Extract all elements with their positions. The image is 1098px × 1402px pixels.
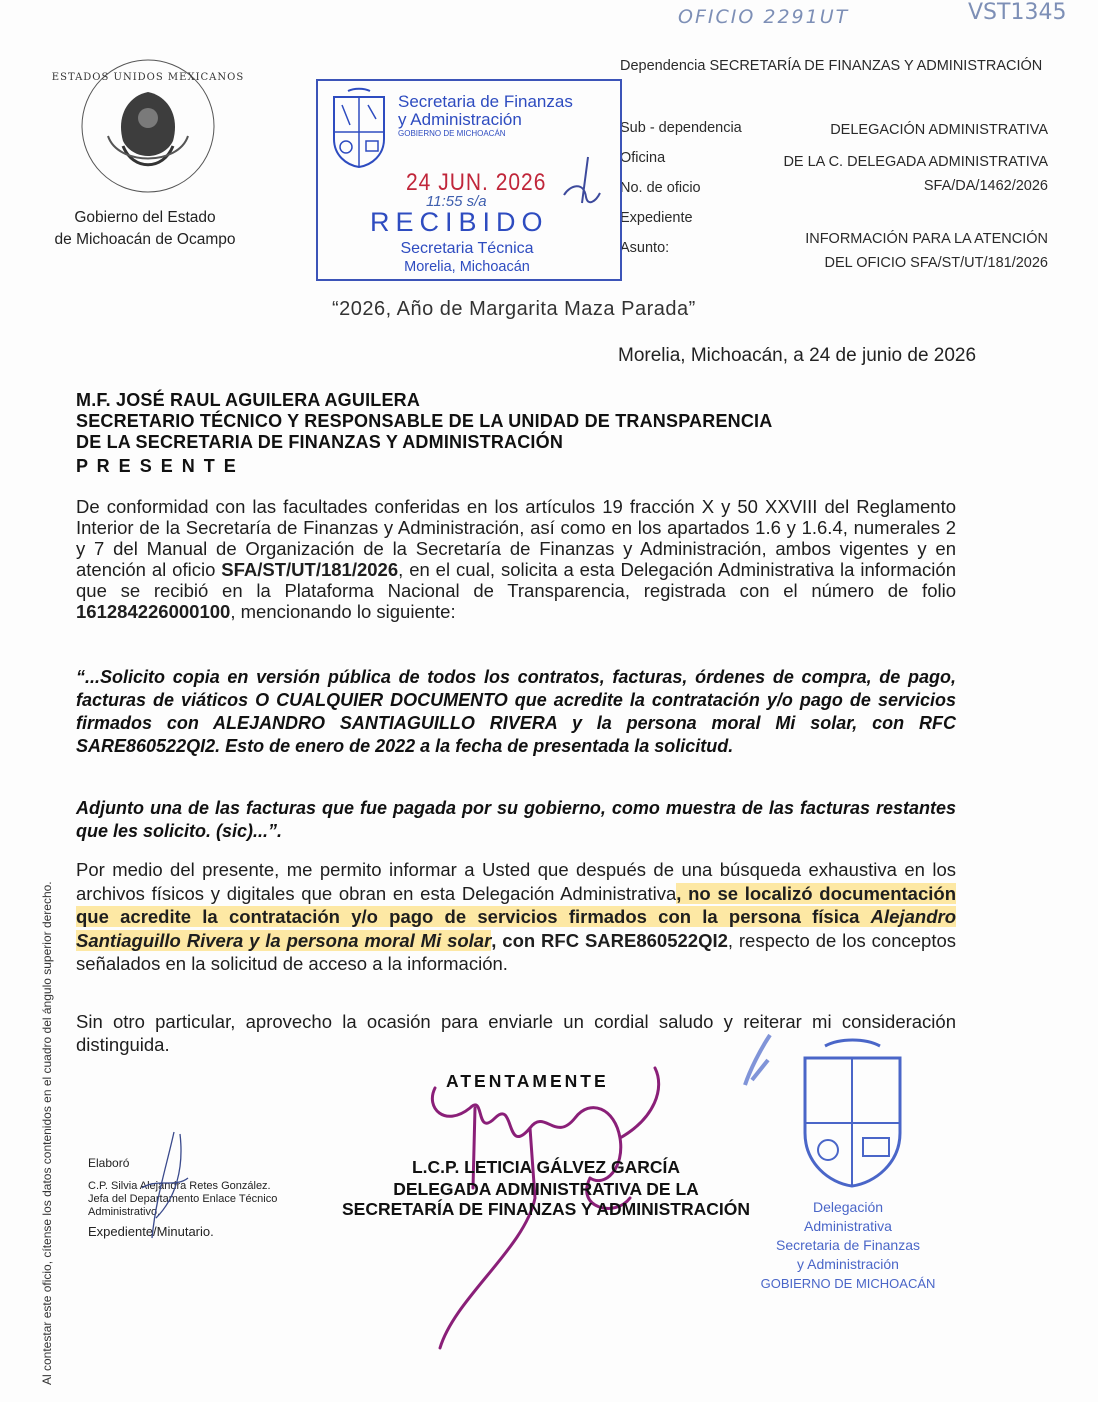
stamp-city-line: Morelia, Michoacán [404,259,530,275]
margin-note: Al contestar este oficio, cítense los datos contenidos en el cuadro del ángulo superior derecho. [40,881,54,1385]
asunto-line-2: DEL OFICIO SFA/ST/UT/181/2026 [824,255,1048,271]
dependencia-label: Dependencia [620,58,706,74]
stamp-org-line-3: GOBIERNO DE MICHOACÁN [398,129,506,138]
p1-text-e: , mencionando lo siguiente: [230,601,456,622]
expediente-minutario: Expediente/Minutario. [88,1224,214,1239]
elaboro-title-1: Jefa del Departamento Enlace Técnico [88,1193,278,1205]
p2-text-a: Por medio del presente, me permito informar a Usted que después de una búsqueda exhaustiva en los archivos físicos y digitales que obran en esta Delegación Administrativa [76,859,956,904]
sub-dependencia-value: DELEGACIÓN ADMINISTRATIVA [830,122,1048,138]
elaboro-label: Elaboró [88,1156,130,1170]
p1-text-a: De conformidad con las facultades conferidas en los artículos 19 fracción X y 50 XXVIII del Reglamento Interior de la Secretaría de Finanzas y Administración, así como en los apartados 1.6 y 1.6.4, numerales 2 y 7 del Manual de Organización de la Secretaría de Finanzas y Administración, ambos vigentes y en atención al oficio [76,496,956,580]
initials-scribble-icon [136,1128,196,1253]
stamp-org-line-2: y Administración [398,110,522,129]
stamp-org-line-1: Secretaria de Finanzas [398,92,573,111]
no-oficio-value: SFA/DA/1462/2026 [923,178,1048,194]
p1-folio: 161284226000100 [76,601,231,622]
stamp-date: 24 JUN. 2026 [406,169,547,196]
gov-line-2: de Michoacán de Ocampo [54,231,236,248]
asunto-line-1: INFORMACIÓN PARA LA ATENCIÓN [805,231,1048,247]
gov-line-1: Gobierno del Estado [74,209,216,226]
side-stamp-line-5: GOBIERNO DE MICHOACÁN [760,1276,936,1291]
received-stamp [316,79,622,281]
signer-title-1: DELEGADA ADMINISTRATIVA DE LA [393,1179,699,1199]
dependencia-row [620,58,1042,74]
expediente-label: Expediente [620,210,693,226]
stamp-status: RECIBIDO [370,207,549,237]
stamp-smudge-icon [740,1030,780,1095]
side-stamp-line-3: Secretaria de Finanzas [776,1237,920,1253]
signer-name: L.C.P. LETICIA GÁLVEZ GARCÍA [411,1157,681,1177]
date-line: Morelia, Michoacán, a 24 de junio de 2026 [618,345,977,366]
elaboro-name: C.P. Silvia Alejandra Retes González. [88,1180,271,1192]
national-seal-icon [51,56,245,196]
oficina-value: DE LA C. DELEGADA ADMINISTRATIVA [783,154,1048,170]
state-shield-icon [328,89,390,169]
p2-highlight-names: Alejandro Santiaguillo Rivera y la persona moral Mi solar [76,906,956,951]
oficina-label: Oficina [620,150,666,166]
request-quote-1: “...Solicito copia en versión pública de todos los contratos, facturas, órdenes de compra, de pago, facturas de viáticos O CUALQUIER DOCUMENTO que acredite la contratación y/o pago de servicios firmados con ALEJANDRO SANTIAGUILLO RIVERA y la persona moral Mi solar, con RFC SARE860522QI2. Esto de enero de 2022 a la fecha de presentada la solicitud. [76,667,956,756]
handwritten-code-note: VST1345 [968,0,1067,25]
dependencia-value: SECRETARÍA DE FINANZAS Y ADMINISTRACIÓN [709,58,1043,74]
handwritten-oficio-note: OFICIO 2291UT [678,6,850,28]
motto: “2026, Año de Margarita Maza Parada” [332,298,696,320]
p2-highlight-a: , no se localizó documentación que acredite la contratación y/o pago de servicios firmados con la persona física [76,882,956,927]
elaboro-title-2: Administrativo. [88,1206,161,1218]
p2-text-e: , respecto de los conceptos señalados en la solicitud de acceso a la información. [76,929,957,974]
delegacion-stamp-text [728,1198,968,1293]
no-oficio-label: No. de oficio [620,180,701,196]
stamp-org [398,93,573,139]
body-paragraph-1 [76,496,956,622]
request-quote-2: Adjunto una de las facturas que fue pagada por su gobierno, como muestra de las facturas restantes que les solicito. (sic)...”. [76,798,956,841]
side-stamp-line-4: y Administración [797,1256,899,1272]
svg-text:ESTADOS UNIDOS MEXICANOS: ESTADOS UNIDOS MEXICANOS [51,72,245,83]
asunto-value [805,227,1048,275]
government-caption [40,207,250,251]
p1-oficio-ref: SFA/ST/UT/181/2026 [221,559,399,580]
p2-rfc: , con RFC SARE860522QI2 [491,929,728,951]
delegacion-shield-icon [795,1038,910,1193]
sub-dependencia-label: Sub - dependencia [620,120,742,136]
stamp-unit [318,239,616,277]
asunto-label: Asunto: [620,240,670,256]
addressee-org: DE LA SECRETARIA DE FINANZAS Y ADMINISTRACIÓN [76,432,564,452]
body-paragraph-3: Sin otro particular, aprovecho la ocasión para enviarle un cordial saludo y reiterar mi consideración distinguida. [76,1011,956,1055]
addressee-name: M.F. JOSÉ RAUL AGUILERA AGUILERA [76,390,421,410]
p1-text-c: , en el cual, solicita a esta Delegación Administrativa la información que se recibió en la Plataforma Nacional de Transparencia, registrada con el número de folio [76,559,956,601]
stamp-time: 11:55 s/a [426,193,487,210]
closing-atentamente: ATENTAMENTE [446,1071,609,1091]
side-stamp-line-2: Administrativa [804,1218,892,1234]
stamp-unit-line: Secretaria Técnica [400,240,534,257]
addressee-title: SECRETARIO TÉCNICO Y RESPONSABLE DE LA UNIDAD DE TRANSPARENCIA [76,411,773,431]
addressee-presente: P R E S E N T E [76,456,238,476]
body-paragraph-2 [76,858,956,976]
stamp-initials-icon [562,155,602,220]
signer-title-2: SECRETARÍA DE FINANZAS Y ADMINISTRACIÓN [341,1199,751,1219]
side-stamp-line-1: Delegación [812,1199,884,1215]
